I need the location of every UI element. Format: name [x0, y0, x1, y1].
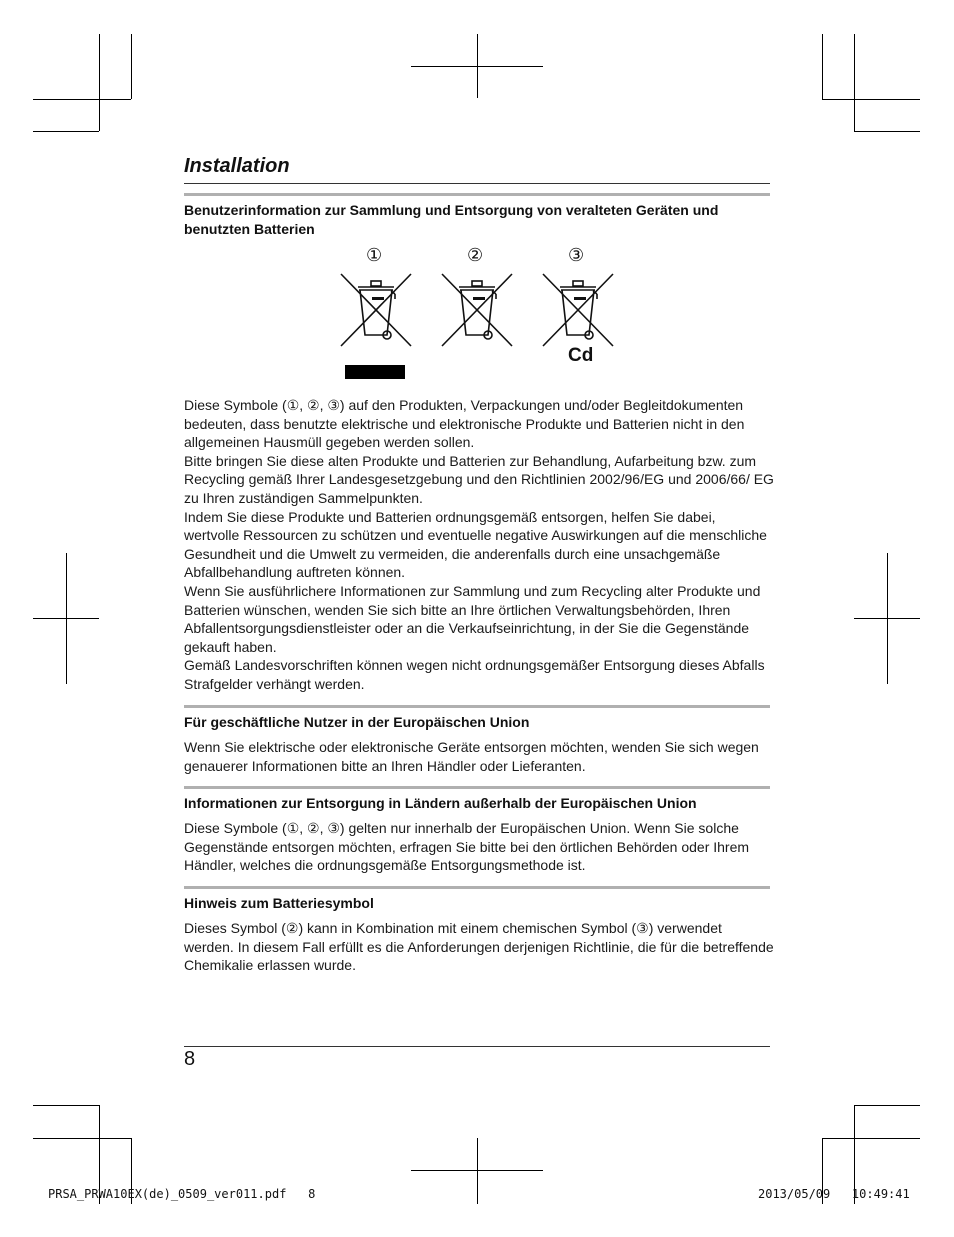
black-bar-marker [345, 365, 405, 379]
symbol-number-3: ③ [568, 245, 585, 266]
page-number: 8 [184, 1048, 196, 1070]
outside-eu-text [184, 819, 774, 875]
symbol-number-2: ② [467, 245, 484, 266]
battery-note-paragraph: Dieses Symbol (②) kann in Kombination mit einem chemischen Symbol (③) verwendet werden. In diesem Fall erfüllt es die Anforderungen derjenigen Richtlinie, die für die betreffende Chemikalie erlassen wurde. [184, 920, 774, 974]
crossed-out-bin-icon [439, 271, 515, 349]
print-timestamp: 2013/05/09 10:49:41 [758, 1187, 910, 1201]
outside-eu-heading: Informationen zur Entsorgung in Ländern außerhalb der Europäischen Union [184, 795, 697, 811]
intro-paragraph: Indem Sie diese Produkte und Batterien ordnungsgemäß entsorgen, helfen Sie dabei, wertvolle Ressourcen zu schützen und eventuelle negative Auswirkungen auf die menschliche Gesundheit und die Umwelt zu vermeiden, die anderenfalls durch eine unsachgemäße Abfallbehandlung auftreten können. [184, 508, 767, 581]
chemical-symbol-label: Cd [568, 345, 594, 366]
crossed-out-bin-icon [540, 271, 616, 349]
business-text [184, 738, 774, 775]
section-divider [184, 705, 770, 708]
intro-text [184, 396, 774, 694]
business-paragraph: Wenn Sie elektrische oder elektronische Geräte entsorgen möchten, wenden Sie sich wegen genauerer Informationen bitte an Ihren Händler oder Lieferanten. [184, 739, 759, 774]
intro-paragraph: Wenn Sie ausführlichere Informationen zur Sammlung und zum Recycling alter Produkte und Batterien wünschen, wenden Sie sich bitte an Ihre örtlichen Verwaltungsbehörden, Ihren Abfallentsorgungsdienstleister oder an die Verkaufseinrichtung, in der Sie die Gegenstände gekauft haben. [184, 582, 761, 655]
main-heading: Benutzerinformation zur Sammlung und Entsorgung von veralteten Geräten und benutzten Batterien [184, 202, 719, 237]
intro-paragraph: Diese Symbole (①, ②, ③) auf den Produkten, Verpackungen und/oder Begleitdokumenten bedeuten, dass benutzte elektrische und elektronische Produkte und Batterien nicht in den allgemeinen Hausmüll gegeben werden sollen. [184, 397, 745, 451]
section-divider [184, 886, 770, 889]
section-divider [184, 786, 770, 789]
symbol-number-1: ① [366, 245, 383, 266]
battery-note-heading: Hinweis zum Batteriesymbol [184, 895, 374, 911]
crossed-out-bin-icon [338, 271, 414, 349]
business-heading: Für geschäftliche Nutzer in der Europäischen Union [184, 714, 530, 730]
intro-paragraph: Bitte bringen Sie diese alten Produkte und Batterien zur Behandlung, Aufarbeitung bzw. zum Recycling gemäß Ihrer Landesgesetzgebung und den Richtlinien 2002/96/EG und 2006/66/ EG zu Ihren zuständigen Sammelpunkten. [184, 452, 774, 506]
footer-rule [184, 1046, 770, 1047]
intro-paragraph: Gemäß Landesvorschriften können wegen nicht ordnungsgemäßer Entsorgung dieses Abfalls Strafgelder verhängt werden. [184, 657, 765, 692]
section-divider [184, 193, 770, 196]
title-rule [184, 183, 770, 184]
battery-note-text [184, 919, 774, 975]
outside-eu-paragraph: Diese Symbole (①, ②, ③) gelten nur innerhalb der Europäischen Union. Wenn Sie solche Gegenstände entsorgen möchten, erfragen Sie bitte bei den örtlichen Behörden oder Ihrem Händler, welches die ordnungsgemäße Entsorgungsmethode ist. [184, 820, 750, 874]
print-file-info: PRSA_PRWA10EX(de)_0509_ver011.pdf 8 [48, 1187, 316, 1201]
section-title: Installation [184, 155, 290, 177]
